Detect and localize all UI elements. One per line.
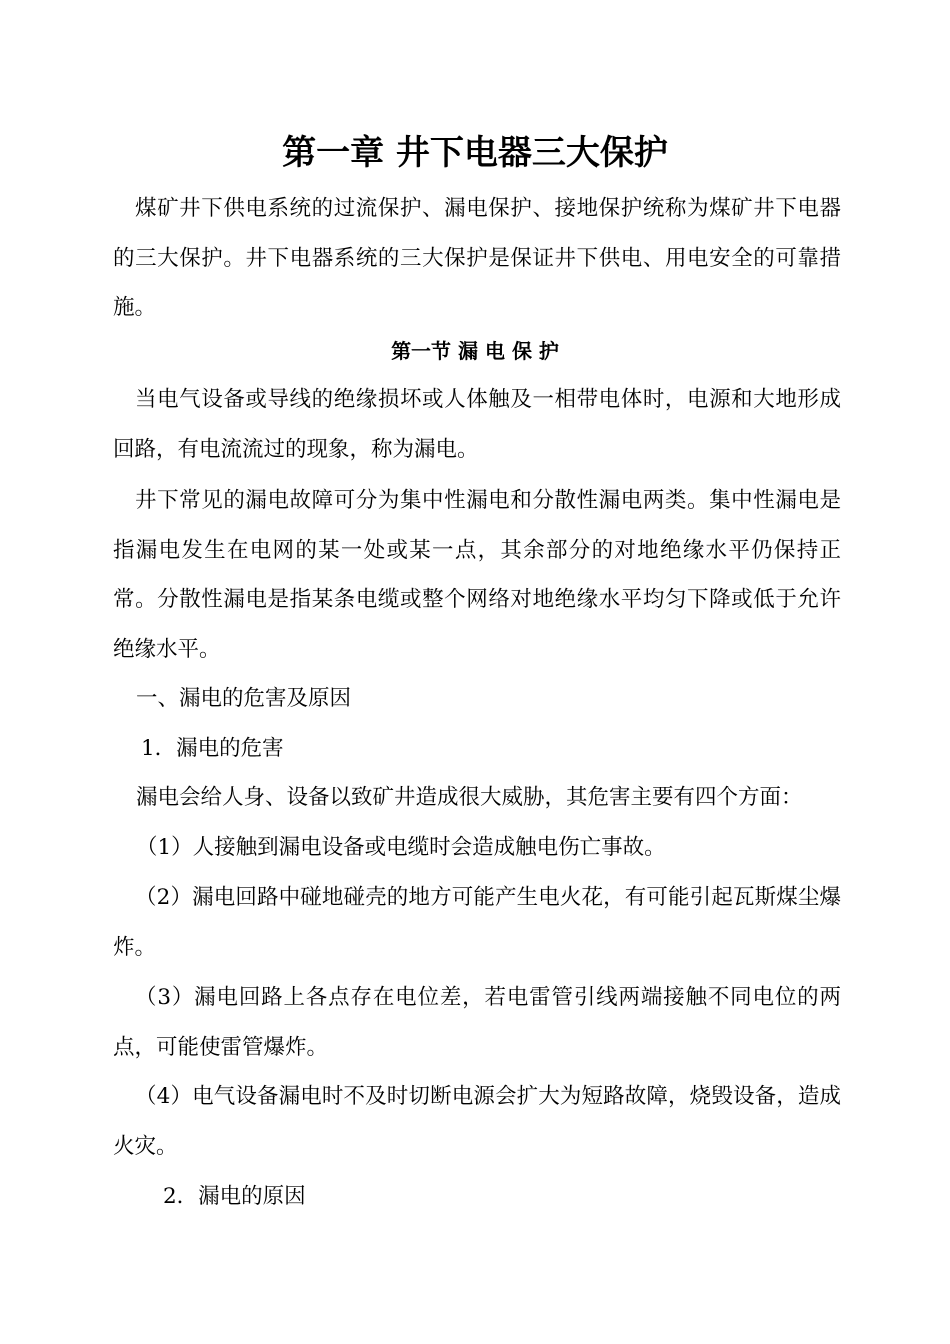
section-title: 第一节 漏 电 保 护 [391,339,559,363]
hazard-item-3: （3）漏电回路上各点存在电位差，若电雷管引线两端接触不同电位的两点，可能使雷管爆炸。 [113,985,841,1060]
definition-paragraph: 当电气设备或导线的绝缘损坏或人体触及一相带电体时，电源和大地形成回路，有电流流过的现象，称为漏电。 [113,387,841,462]
hazards-intro: 漏电会给人身、设备以致矿井造成很大威胁，其危害主要有四个方面： [136,785,803,810]
item-heading-hazards: 1．漏电的危害 [141,736,284,761]
types-paragraph: 井下常见的漏电故障可分为集中性漏电和分散性漏电两类。集中性漏电是指漏电发生在电网的某一处或某一点，其余部分的对地绝缘水平仍保持正常。分散性漏电是指某条电缆或整个网络对地绝缘水平均匀下降或低于允许绝缘水平。 [113,488,841,662]
hazard-item-1: （1）人接触到漏电设备或电缆时会造成触电伤亡事故。 [136,835,666,860]
hazard-item-4: （4）电气设备漏电时不及时切断电源会扩大为短路故障，烧毁设备，造成火灾。 [113,1084,841,1159]
item-heading-causes: 2．漏电的原因 [163,1184,306,1209]
chapter-title: 第一章 井下电器三大保护 [282,133,668,173]
intro-paragraph: 煤矿井下供电系统的过流保护、漏电保护、接地保护统称为煤矿井下电器的三大保护。井下电器系统的三大保护是保证井下供电、用电安全的可靠措施。 [113,196,841,320]
subheading-hazards-causes: 一、漏电的危害及原因 [136,686,352,711]
hazard-item-2: （2）漏电回路中碰地碰壳的地方可能产生电火花，有可能引起瓦斯煤尘爆炸。 [113,885,841,960]
